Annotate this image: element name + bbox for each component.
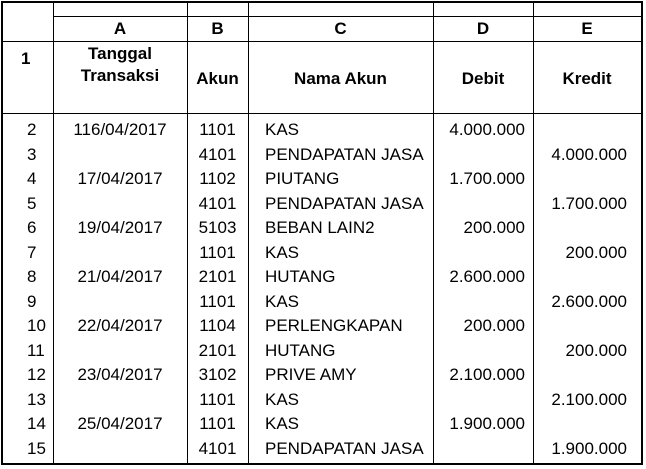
column-title-tanggal-line2: Transaksi — [80, 66, 160, 85]
cell-nama-akun: PENDAPATAN JASA — [265, 144, 424, 164]
cell-kredit — [533, 314, 641, 339]
cell-debit — [433, 290, 533, 315]
cell-nama-akun: PIUTANG — [265, 169, 340, 189]
cell-akun: 5103 — [198, 218, 237, 238]
cell-debit: 4.000.000 — [449, 120, 525, 140]
row-number: 9 — [27, 291, 37, 311]
cell-nama-akun: PERLENGKAPAN — [265, 316, 403, 336]
cell-tanggal — [53, 143, 187, 168]
cell-akun: 4101 — [198, 144, 237, 164]
cell-kredit — [533, 265, 641, 290]
cell-akun: 1104 — [199, 316, 236, 336]
cell-debit: 1.900.000 — [449, 414, 525, 434]
cell-tanggal: 22/04/2017 — [77, 316, 163, 336]
cell-tanggal — [53, 241, 187, 266]
cell-debit: 2.100.000 — [449, 365, 525, 385]
cell-tanggal: 25/04/2017 — [77, 414, 163, 434]
row-number: 3 — [27, 144, 37, 164]
cell-debit — [433, 143, 533, 168]
row-number: 4 — [27, 169, 37, 189]
cell-nama-akun: PENDAPATAN JASA — [265, 193, 424, 213]
row-number: 11 — [27, 340, 45, 360]
cell-debit: 200.000 — [463, 316, 525, 336]
cell-kredit: 4.000.000 — [551, 144, 627, 164]
cell-nama-akun: HUTANG — [265, 340, 336, 360]
cell-kredit — [533, 118, 641, 143]
cell-debit — [433, 339, 533, 364]
cell-kredit: 2.100.000 — [551, 389, 627, 409]
cell-kredit — [533, 363, 641, 388]
cell-kredit: 1.700.000 — [551, 193, 627, 213]
cell-kredit — [533, 216, 641, 241]
column-title-kredit: Kredit — [562, 69, 612, 88]
cell-akun: 2101 — [198, 267, 237, 287]
cell-tanggal — [53, 290, 187, 315]
cell-akun: 1102 — [199, 169, 236, 189]
cell-kredit: 200.000 — [565, 340, 627, 360]
column-letter-a: A — [113, 18, 127, 38]
row-number: 8 — [27, 267, 37, 287]
cell-debit — [433, 241, 533, 266]
cell-nama-akun: KAS — [265, 120, 300, 140]
cell-tanggal: 21/04/2017 — [77, 267, 163, 287]
cell-tanggal — [53, 388, 187, 413]
column-letter-b: B — [211, 18, 224, 38]
column-letter-e: E — [581, 18, 593, 38]
grid-line — [3, 113, 641, 114]
cell-tanggal: 23/04/2017 — [77, 365, 163, 385]
cell-akun: 4101 — [198, 438, 237, 458]
cell-debit — [433, 192, 533, 217]
cell-nama-akun: KAS — [265, 389, 300, 409]
cell-nama-akun: HUTANG — [265, 267, 336, 287]
row-number: 7 — [27, 242, 37, 262]
cell-kredit: 1.900.000 — [551, 438, 627, 458]
column-letter-c: C — [334, 18, 347, 38]
column-title-debit: Debit — [461, 69, 505, 88]
cell-kredit: 200.000 — [565, 242, 627, 262]
cell-tanggal — [53, 437, 187, 462]
journal-table — [1, 1, 643, 465]
cell-tanggal — [53, 192, 187, 217]
column-title-tanggal — [53, 41, 187, 113]
cell-akun: 1101 — [199, 120, 236, 140]
cell-debit: 2.600.000 — [449, 267, 525, 287]
row-number: 6 — [27, 218, 37, 238]
cell-tanggal: 116/04/2017 — [73, 120, 167, 140]
cell-debit — [433, 437, 533, 462]
cell-kredit — [533, 167, 641, 192]
cell-akun: 4101 — [198, 193, 237, 213]
cell-akun: 2101 — [198, 340, 237, 360]
cell-kredit — [533, 412, 641, 437]
cell-nama-akun: BEBAN LAIN2 — [265, 218, 375, 238]
cell-nama-akun: PENDAPATAN JASA — [265, 438, 424, 458]
column-title-nama-akun: Nama Akun — [294, 69, 387, 88]
cell-akun: 1101 — [199, 242, 236, 262]
cell-debit: 200.000 — [463, 218, 525, 238]
row-number-header: 1 — [21, 49, 31, 68]
cell-akun: 3102 — [198, 365, 237, 385]
cell-akun: 1101 — [199, 389, 236, 409]
cell-akun: 1101 — [199, 291, 236, 311]
row-number: 12 — [27, 365, 46, 385]
cell-debit — [433, 388, 533, 413]
cell-nama-akun: KAS — [265, 242, 300, 262]
cell-kredit: 2.600.000 — [551, 291, 627, 311]
cell-debit: 1.700.000 — [449, 169, 525, 189]
row-number: 14 — [27, 414, 46, 434]
cell-tanggal: 19/04/2017 — [77, 218, 163, 238]
column-letter-d: D — [476, 18, 490, 38]
cell-nama-akun: KAS — [265, 414, 300, 434]
column-title-akun: Akun — [196, 69, 239, 88]
cell-nama-akun: KAS — [265, 291, 300, 311]
cell-nama-akun: PRIVE AMY — [265, 365, 357, 385]
cell-tanggal — [53, 339, 187, 364]
row-number: 10 — [27, 316, 46, 336]
row-number: 15 — [27, 438, 46, 458]
column-title-tanggal-line1: Tanggal — [88, 44, 152, 63]
row-number: 5 — [27, 193, 37, 213]
cell-tanggal: 17/04/2017 — [77, 169, 163, 189]
row-number: 13 — [27, 389, 46, 409]
row-number: 2 — [27, 120, 37, 140]
cell-akun: 1101 — [199, 414, 236, 434]
